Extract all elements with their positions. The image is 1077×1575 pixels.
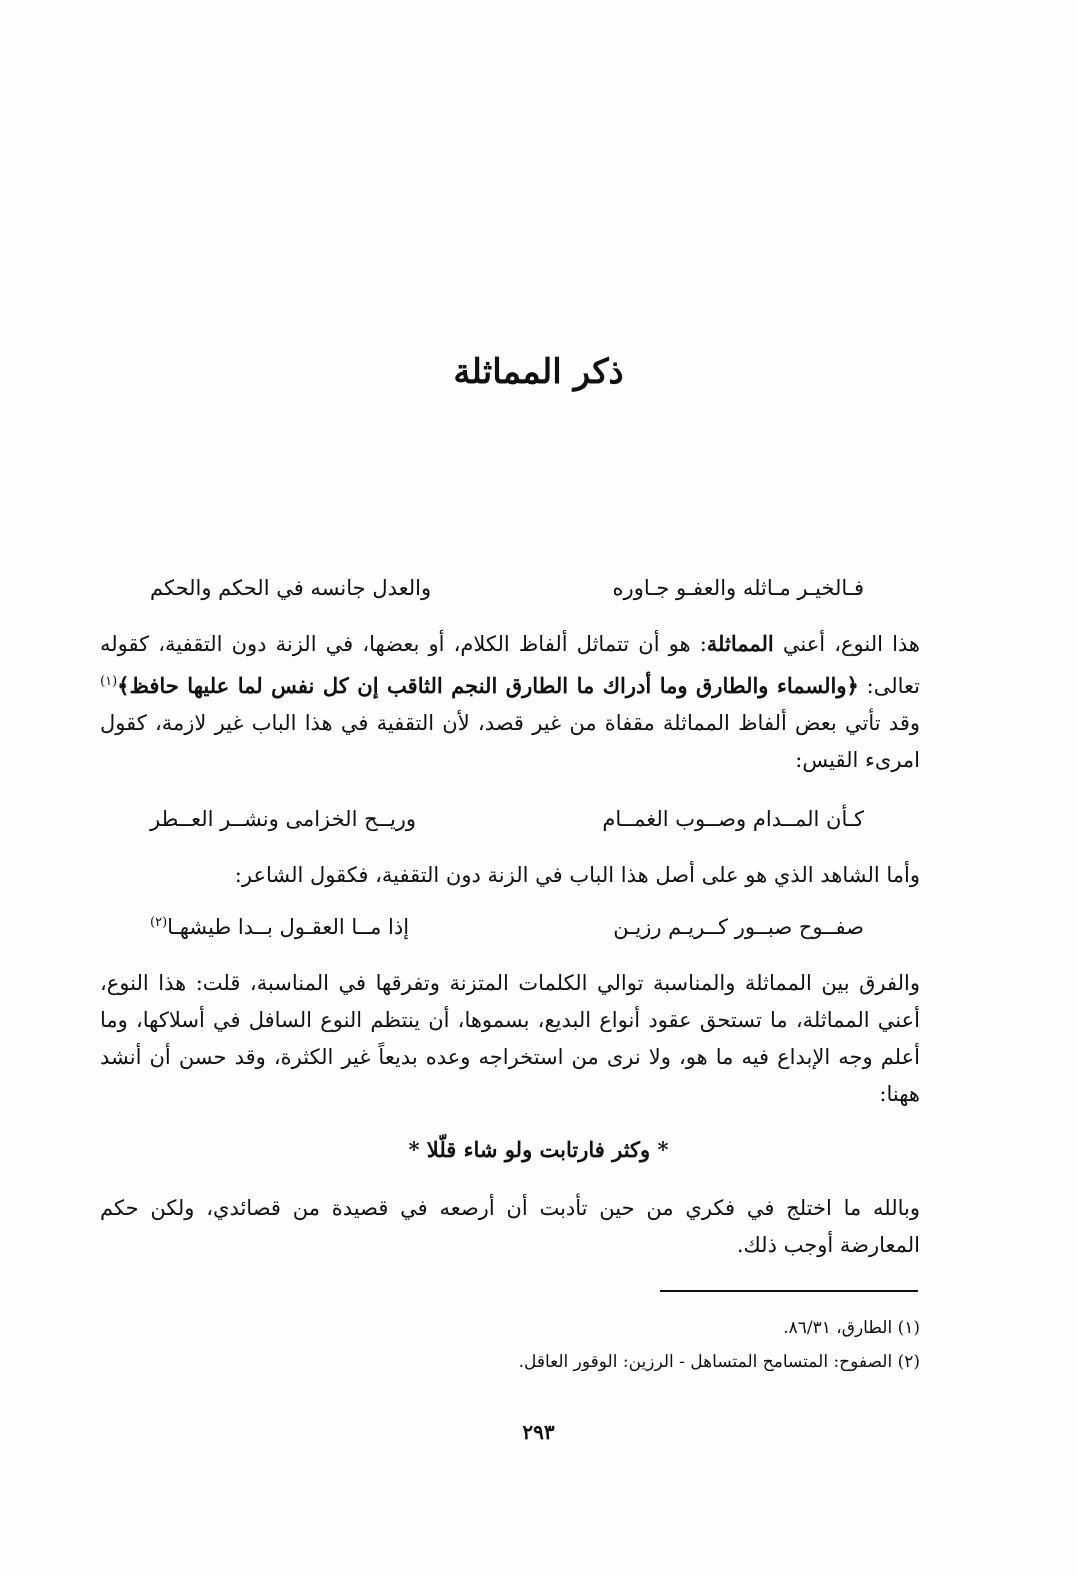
paragraph-4-text: وبالله ما اختلج في فكري من حين تأدبت أن أرصعه في قصيدة من قصائدي، ولكن حكم المعارضة أوجب ذلك.: [100, 1196, 920, 1257]
term-mumathala: المماثلة: [706, 631, 774, 656]
verse-1: [150, 576, 864, 600]
chapter-title: ذكر المماثلة: [453, 352, 624, 392]
paragraph-1: [100, 625, 920, 779]
footnote-2: (٢) الصفوح: المتسامح المتساهل - الرزين: الوقور العاقل.: [518, 1352, 920, 1372]
verse-2-first-hemistich: كـأن المــدام وصــوب الغمــام: [602, 807, 864, 831]
paragraph-1-lead: هذا النوع، أعني: [773, 632, 921, 656]
quoted-hemistich: * وكثر فارتابت ولو شاء قلّلا *: [408, 1137, 669, 1162]
verse-3-first-hemistich: صفــوح صبــور كــريـم رزيـن: [613, 915, 864, 939]
verse-3-second-text: إذا مــا العقـول بــدا طيشهـا: [167, 915, 410, 939]
paragraph-1-body: : هو أن تتماثل ألفاظ الكلام، أو بعضها، في الزنة دون التقفية، كقوله تعالى:: [100, 632, 921, 698]
paragraph-2-text: وأما الشاهد الذي هو على أصل هذا الباب في الزنة دون التقفية، فكقول الشاعر:: [234, 863, 920, 887]
page-number: ٢٩٣: [522, 1420, 555, 1444]
quran-quote: ﴿والسماء والطارق وما أدراك ما الطارق النجم الثاقب إن كل نفس لما عليها حافظ﴾: [117, 673, 859, 698]
paragraph-3: [100, 965, 920, 1113]
footnote-divider: [660, 1290, 918, 1292]
verse-2-second-hemistich: وريــح الخزامى ونشــر العــطر: [150, 807, 417, 831]
verse-3: [150, 915, 864, 939]
footnote-ref-2: (٢): [150, 915, 168, 930]
verse-2: [150, 807, 864, 831]
paragraph-2: [100, 857, 920, 894]
footnote-1: (١) الطارق، ٨٦/٣١.: [783, 1318, 920, 1338]
paragraph-4: [100, 1190, 920, 1264]
footnote-ref-1: (١): [100, 674, 118, 689]
verse-1-first-hemistich: فـالخيـر مـاثله والعفـو جـاوره: [612, 576, 864, 600]
verse-3-second-hemistich: [150, 915, 409, 939]
paragraph-3-text: والفرق بين المماثلة والمناسبة توالي الكلمات المتزنة وتفرقها في المناسبة، قلت: هذا النوع، أعني المماثلة، ما تستحق عقود أنواع البديع، بسموها، أن ينتظم النوع السافل في أسلاكها، وما أعلم وجه الإبداع فيه ما هو، ولا نرى من استخراجه وعده بديعاً غير الكثرة، وقد حسن أن أنشد ههنا:: [100, 971, 920, 1106]
verse-1-second-hemistich: والعدل جانسه في الحكم والحكم: [150, 576, 432, 600]
paragraph-1-tail: وقد تأتي بعض ألفاظ المماثلة مقفاة من غير قصد، لأن التقفية في هذا الباب غير لازمة، كقول امرىء القيس:: [100, 711, 920, 772]
